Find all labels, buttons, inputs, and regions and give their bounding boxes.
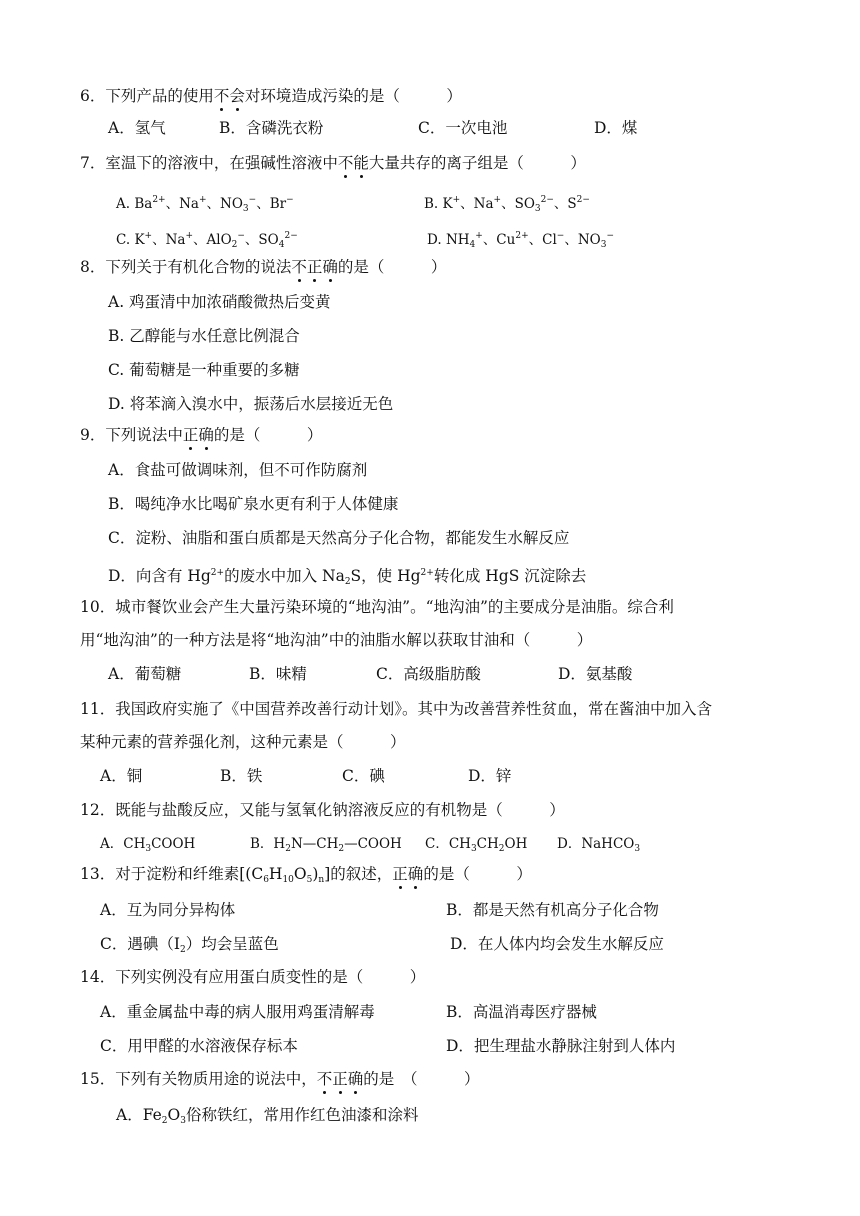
option-a: A．食盐可做调味剂，但不可作防腐剂 [108, 461, 368, 479]
emphasis-mark: 不 [316, 1070, 333, 1088]
option-b: B．喝纯净水比喝矿泉水更有利于人体健康 [108, 495, 399, 513]
emphasis-mark: 能 [353, 154, 369, 172]
option-b: B．味精 [249, 665, 307, 683]
question-12-options [0, 834, 860, 854]
emphasis-mark: 不 [213, 87, 230, 105]
option-b: B．含磷洗衣粉 [219, 119, 324, 137]
option-a: A．葡萄糖 [108, 665, 182, 683]
question-11-options [0, 766, 860, 786]
question-6-options [0, 118, 860, 138]
question-14-options-row2 [0, 1036, 860, 1056]
option-c: C．碘 [342, 767, 385, 785]
option-b: B．都是天然有机高分子化合物 [446, 901, 659, 919]
emphasis-mark: 正 [392, 865, 408, 883]
emphasis-mark: 不 [337, 154, 354, 172]
emphasis-mark: 确 [322, 258, 338, 276]
question-7-options-row1 [0, 190, 860, 214]
question-8-stem: 8．下列关于有机化合物的说法不正确的是（ ） [80, 258, 447, 276]
question-13-options-row2 [0, 934, 860, 954]
emphasis-mark: 不 [291, 258, 307, 276]
question-11-stem-line2: 某种元素的营养强化剂，这种元素是（ ） [80, 733, 406, 751]
option-a: A. $Ba^{2+}$、Na+、$NO_3^-$、Br− [116, 195, 294, 214]
option-b: B．高温消毒医疗器械 [446, 1003, 597, 1021]
emphasis-mark: 确 [198, 426, 214, 444]
option-c: C．一次电池 [418, 119, 508, 137]
option-d: D．锌 [468, 767, 512, 785]
option-c: C．遇碘$(I_2)$均会呈蓝色 [100, 935, 279, 955]
option-c: C．高级脂肪酸 [376, 665, 481, 683]
option-b: B．铁 [220, 767, 263, 785]
question-15-stem: 15．下列有关物质用途的说法中，不正确的是 （ ） [80, 1070, 480, 1088]
emphasis-mark: 确 [407, 865, 424, 883]
option-d: D. 将苯滴入溴水中，振荡后水层接近无色 [108, 395, 394, 413]
option-c: C．淀粉、油脂和蛋白质都是天然高分子化合物，都能发生水解反应 [108, 529, 570, 547]
option-d: D．向含有 $Hg^{2+}$的废水中加入 $Na_2S$，使 $Hg^{2+}$转化成 HgS 沉淀除去 [108, 567, 587, 587]
option-a: A. 鸡蛋清中加浓硝酸微热后变黄 [108, 293, 331, 311]
question-7-stem: 7．室温下的溶液中，在强碱性溶液中不能大量共存的离子组是（ ） [80, 154, 586, 172]
question-6-stem: 6．下列产品的使用不会对环境造成污染的是（ ） [80, 87, 462, 105]
option-a: A．$Fe_2O_3$俗称铁红，常用作红色油漆和涂料 [116, 1106, 419, 1126]
option-a: A．重金属盐中毒的病人服用鸡蛋清解毒 [100, 1003, 375, 1021]
option-d: D．煤 [594, 119, 638, 137]
option-c: C. 葡萄糖是一种重要的多糖 [108, 361, 300, 379]
option-a: A．互为同分异构体 [100, 901, 236, 919]
question-11-stem-line1: 11．我国政府实施了《中国营养改善行动计划》。其中为改善营养性贫血，常在酱油中加入含 [80, 700, 712, 718]
question-7-options-row2 [0, 226, 860, 250]
question-14-options-row1 [0, 1002, 860, 1022]
question-13-stem: 13．对于淀粉和纤维素$[(C_6H_{10}O_5)_n]$的叙述，正确的是（ ） [80, 865, 532, 885]
emphasis-mark: 正 [182, 426, 199, 444]
option-d: D．NaHCO$_3$ [557, 836, 641, 854]
option-d: D．把生理盐水静脉注射到人体内 [446, 1037, 676, 1055]
question-10-stem-line2: 用“地沟油”的一种方法是将“地沟油”中的油脂水解以获取甘油和（ ） [80, 631, 593, 649]
question-13-options-row1 [0, 900, 860, 920]
option-d: D．氨基酸 [558, 665, 633, 683]
emphasis-mark: 会 [229, 87, 245, 105]
option-b: B．$H_2N—CH_2—COOH$ [250, 836, 402, 854]
option-b: B. 乙醇能与水任意比例混合 [108, 327, 300, 345]
question-9-stem: 9．下列说法中正确的是（ ） [80, 426, 323, 444]
emphasis-mark: 确 [347, 1070, 364, 1088]
option-a: A．铜 [100, 767, 143, 785]
emphasis-mark: 正 [306, 258, 323, 276]
option-c: C．用甲醛的水溶液保存标本 [100, 1037, 298, 1055]
emphasis-mark: 正 [332, 1070, 348, 1088]
question-10-options [0, 664, 860, 684]
option-d: D．在人体内均会发生水解反应 [450, 935, 664, 953]
question-12-stem: 12．既能与盐酸反应，又能与氢氧化钠溶液反应的有机物是（ ） [80, 801, 565, 819]
option-a: A．$CH_3COOH$ [100, 836, 196, 854]
question-10-stem-line1: 10．城市餐饮业会产生大量污染环境的“地沟油”。“地沟油”的主要成分是油脂。综合利 [80, 598, 674, 616]
option-b: B. K+、Na+、$SO_3^{2-}$、$S^{2-}$ [424, 195, 590, 214]
option-d: D. $NH_4^+$、$Cu^{2+}$、Cl−、$NO_3^-$ [427, 231, 614, 250]
option-a: A．氢气 [108, 119, 166, 137]
option-c: C. K+、Na+、AlO$_2$−、$SO_4^{2-}$ [116, 231, 298, 250]
question-14-stem: 14．下列实例没有应用蛋白质变性的是（ ） [80, 968, 426, 986]
option-c: C．$CH_3CH_2OH$ [425, 836, 528, 854]
